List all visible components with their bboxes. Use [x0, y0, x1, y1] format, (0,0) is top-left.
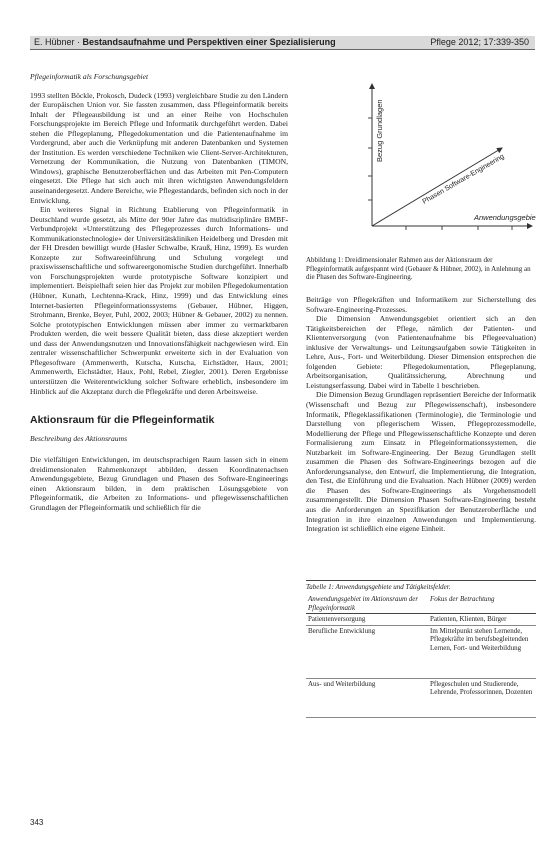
diagonal-axis-label: Phasen Software-Engineering — [421, 153, 506, 206]
table-row — [306, 614, 536, 626]
table-header-cell: Fokus der Betrachtung — [428, 594, 536, 614]
figure-caption: Abbildung 1: Dreidimensionaler Rahmen aus der Aktionsraum der Pflegeinformatik aufgespannt wird (Gebauer & Hübner, 2002), in Anlehnung an die Phasen des Software-Engineering. — [306, 256, 531, 282]
figure-diagram — [306, 78, 536, 248]
right-column — [306, 295, 536, 575]
section-subheading: Pflegeinformatik als Forschungsgebiet — [30, 72, 149, 81]
table-header-cell: Anwendungsgebiet im Aktionsraum der Pflegeinformatik — [306, 594, 428, 614]
table-cell: Patientenversorgung — [306, 614, 428, 626]
section-subheading-2: Beschreibung des Aktionsraums — [30, 433, 128, 443]
figure-aktionsraum — [306, 78, 536, 248]
table-block — [306, 580, 536, 718]
left-paragraph-2: Ein weiteres Signal in Richtung Etablierung von Pflegeinformatik in Deutschland wurde gesetzt, als Mitte der 90er Jahre das multidisziplinäre BMBF-Verbundprojekt »Unterstützung des Pflegeprozesses durch Informations- und Kommunikationstechnologie« der Universitätskliniken Heidelberg und Dresden mit der FH Dresden bewilligt wurde (Hasler Schwalbe, Krauß, Hinz, 1999). Es wurden Konzepte zur Softwareeinführung und Schulung vorgelegt und praxiswissenschaftliche und softwareergonomische Studien durchgeführt. Innerhalb von Forschungsprojekten wurde prototypische Software konzipiert und implementiert. Beispielhaft seien hier das Projekt zur mobilen Pflegedokumentation (Hübner, Kunath, Lechtenna-Krack, Hinz, 1999) und das Entwicklung eines Internet-basierten Pflegeinformationssystems (Gebauer, Hübner, Higgen, Strohmann, Brenke, Beyer, Puhl, 2002, 2003; Hübner & Gebauer, 2002) zu nennen. Solche prototypischen Entwicklungen müssen aber immer zu vermarktbaren Produkten werden, die weit bessere Qualität bieten, dass diese akzeptiert werden und dass der Anwendungsnutzen und Innovationsfähigkeit nachgewiesen wird. Ein zentraler wissenschaftlicher Schwerpunkt erweiterte sich in der Evaluation von Pflegesoftware (Ammenwerth, Kutscha, Kutscha, Eichstädter, Haux, 2001; Ammenwerth, Eichstädter, Haux, Pohl, Rebel, Ziegler, 2001). Deren Ergebnisse unterstützen die Weiterentwicklung solcher Software erheblich, insbesondere im Hinblick auf die Akzeptanz durch die Pflegekräfte und deren Arbeitsweise. — [30, 205, 288, 396]
section-heading: Aktionsraum für die Pflegeinformatik — [30, 414, 215, 427]
page-number: 343 — [30, 818, 44, 827]
right-paragraph-3: Die Dimension Bezug Grundlagen repräsentiert Bereiche der Informatik (Wissenschaft und Bezug zur Pflegewissenschaft), insbesondere Informatik, Pflegeklassifikationen (Terminologie), die Terminologie und Darstellung von pflegerischem Wissen, Pflegeprozessmodelle, Modellierung der Pflege und Pflegewissenschaftliche Konzepte und deren Formalisierung zum Einsatz in Pflegeinformationssystemen, die Nutzbarkeit im Software-Engineering. Der Bezug Grundlagen stellt zusammen die Phasen des Software-Engineerings bezogen auf die Anforderungsanalyse, den Entwurf, die Implementierung, die Integration, den Test, die Einführung und die Evaluation. Nach Hübner (2009) werden die Phasen des Software-Engineerings als Vorgehensmodell zusammengestellt. Die Dimension Phasen Software-Engineering besteht aus die Anforderungen an Spezifikation der Benutzeroberfläche und Integration in ihre einzelnen Anwendungen und Implementierung. Integration ist schließlich eine eigene Einheit. — [306, 390, 536, 534]
table-cell: Pflegeschulen und Studierende, Lehrende, Professorinnen, Dozenten — [428, 678, 536, 717]
table-caption: Tabelle 1: Anwendungsgebiete und Tätigkeitsfelder. — [306, 580, 536, 592]
header-left: E. Hübner · Bestandsaufnahme und Perspektiven einer Spezialisierung — [34, 37, 336, 47]
right-paragraph-2: Die Dimension Anwendungsgebiet orientiert sich an den Tätigkeitsbereichen der Pflege, nämlich der Patienten- und Klientenversorgung (von Patientenaufnahme bis Pflegeevaluation) inklusive der Verwaltungs- und Leitungsaufgaben sowie Tätigkeiten in Lehre, Aus-, Fort- und Weiterbildung. Dieser Dimension entsprechen die folgenden Gebiete: Pflegedokumentation, Pflegeplanung, Arbeitsorganisation, Qualitätssicherung, Abrechnung und Leistungserfassung. Dabei wird in Tabelle 1 beschrieben. — [306, 314, 536, 390]
table-cell: Berufliche Entwicklung — [306, 625, 428, 678]
header-title: Bestandsaufnahme und Perspektiven einer Spezialisierung — [82, 37, 336, 47]
vertical-ticks — [368, 118, 372, 200]
horizontal-ticks — [406, 226, 512, 230]
left-paragraph-1: 1993 stellten Böckle, Prokosch, Dudeck (1993) vergleichbare Studie zu den Ländern der Europäischen Union vor. Sie fassten zusammen, dass Pflegeinformatik bereits Inhalt der Pflegeausbildung ist und an einer Reihe von Hochschulen Forschungsprojekte im Bereich Pflege und Informatik durchgeführt werden. Dabei stehen die Pflegeplanung, Pflegedokumentation und die Patientenaufnahme im Vordergrund, aber auch die Verknüpfung mit anderen Datenbanken und Systemen der Institution. Es werden verschiedene Techniken wie Client-Server-Architekturen, Vernetzung der Kommunikation, die Nutzung von Datenbanken (TIMON, Windows), graphische Benutzeroberflächen und das Arbeiten mit Pen-Computern eingesetzt. Die Pflege hat sich auch mit ihren wichtigsten Anwendungsfeldern auseinandergesetzt. Andere Bereiche, wie Pflegestandards, befinden sich noch in der Entwicklung. — [30, 90, 288, 205]
table-cell: Aus- und Weiterbildung — [306, 678, 428, 717]
table-header-row — [306, 594, 536, 614]
table-cell: Im Mittelpunkt stehen Lernende, Pflegekräfte im berufsbegleitenden Lernen, Fort- und Weiterbildung — [428, 625, 536, 678]
vertical-axis-label: Bezug Grundlagen — [375, 99, 384, 162]
horizontal-axis-label: Anwendungsgebiete — [474, 213, 536, 222]
table-cell: Patienten, Klienten, Bürger — [428, 614, 536, 626]
right-paragraph-1: Beiträge von Pflegekräften und Informatikern zur Sicherstellung des Software-Engineering-Prozesses. — [306, 295, 536, 314]
left-closing-paragraph: Die vielfältigen Entwicklungen, im deutschsprachigen Raum lassen sich in einem dreidimensionalen Rahmenkonzept abbilden, dessen Koordinatenachsen Anwendungsgebiete, Bezug Grundlagen und Phasen des Software-Engineerings einen Aktionsraum bilden, in dem praktischen Lösungsgebiete von Pflegeinformatik, die Arbeiten zu Informations- und pflegewissenschaftlichen Grundlagen der Pflegeinformatik und schließlich für die — [30, 455, 288, 512]
table-row — [306, 625, 536, 678]
running-header — [30, 36, 535, 50]
left-column — [30, 72, 288, 802]
data-table — [306, 594, 536, 718]
table-row — [306, 678, 536, 717]
header-citation: Pflege 2012; 17:339-350 — [430, 37, 529, 47]
header-author: E. Hübner — [34, 37, 75, 47]
